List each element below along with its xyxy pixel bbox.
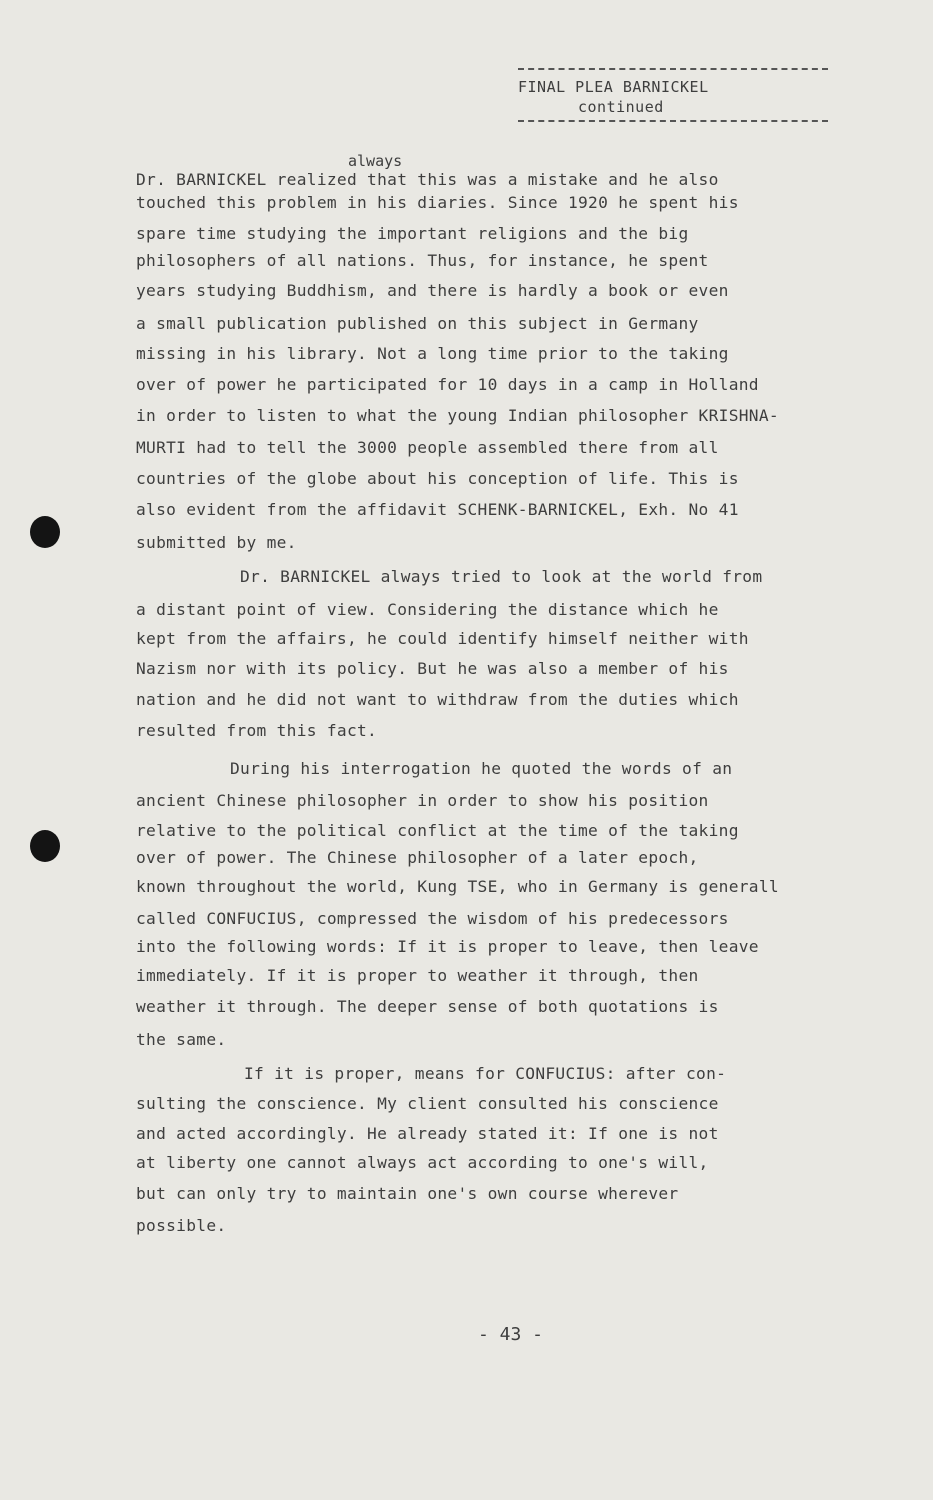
body-line: MURTI had to tell the 3000 people assembled there from all (136, 438, 719, 457)
handwritten-insert: always (348, 152, 403, 170)
body-line: touched this problem in his diaries. Since 1920 he spent his (136, 193, 739, 212)
body-line: relative to the political conflict at the time of the taking (136, 821, 739, 840)
body-line: immediately. If it is proper to weather it through, then (136, 966, 699, 985)
header-title: FINAL PLEA BARNICKEL (518, 78, 709, 96)
body-line: missing in his library. Not a long time prior to the taking (136, 344, 729, 363)
body-line: ancient Chinese philosopher in order to show his position (136, 791, 709, 810)
body-line: kept from the affairs, he could identify himself neither with (136, 629, 749, 648)
body-line: Dr. BARNICKEL always tried to look at the world from (240, 567, 763, 586)
body-line: also evident from the affidavit SCHENK-BARNICKEL, Exh. No 41 (136, 500, 739, 519)
body-line: sulting the conscience. My client consulted his conscience (136, 1094, 719, 1113)
body-line: over of power. The Chinese philosopher of a later epoch, (136, 848, 699, 867)
body-line: Nazism nor with its policy. But he was also a member of his (136, 659, 729, 678)
body-line: over of power he participated for 10 days in a camp in Holland (136, 375, 759, 394)
body-line: a distant point of view. Considering the distance which he (136, 600, 719, 619)
body-line: Dr. BARNICKEL realized that this was a mistake and he also (136, 170, 719, 189)
body-line: known throughout the world, Kung TSE, who in Germany is generall (136, 877, 779, 896)
body-line: If it is proper, means for CONFUCIUS: after con- (244, 1064, 727, 1083)
body-line: called CONFUCIUS, compressed the wisdom of his predecessors (136, 909, 729, 928)
punch-hole-bottom (30, 830, 60, 862)
body-line: countries of the globe about his conception of life. This is (136, 469, 739, 488)
body-line: the same. (136, 1030, 227, 1049)
body-line: and acted accordingly. He already stated it: If one is not (136, 1124, 719, 1143)
body-line: at liberty one cannot always act according to one's will, (136, 1153, 709, 1172)
body-line: weather it through. The deeper sense of both quotations is (136, 997, 719, 1016)
header-rule-top (518, 68, 828, 70)
page-number: - 43 - (478, 1324, 544, 1345)
body-line: a small publication published on this subject in Germany (136, 314, 699, 333)
punch-hole-top (30, 516, 60, 548)
header-rule-bottom (518, 120, 828, 122)
body-line: into the following words: If it is proper to leave, then leave (136, 937, 759, 956)
body-line: possible. (136, 1216, 227, 1235)
body-line: nation and he did not want to withdraw from the duties which (136, 690, 739, 709)
body-line: years studying Buddhism, and there is hardly a book or even (136, 281, 729, 300)
header-subtitle: continued (578, 98, 664, 116)
body-line: in order to listen to what the young Indian philosopher KRISHNA- (136, 406, 779, 425)
body-line: submitted by me. (136, 533, 297, 552)
body-line: During his interrogation he quoted the words of an (230, 759, 733, 778)
body-line: resulted from this fact. (136, 721, 378, 740)
body-line: but can only try to maintain one's own course wherever (136, 1184, 679, 1203)
body-line: philosophers of all nations. Thus, for instance, he spent (136, 251, 709, 270)
body-line: spare time studying the important religions and the big (136, 224, 689, 243)
